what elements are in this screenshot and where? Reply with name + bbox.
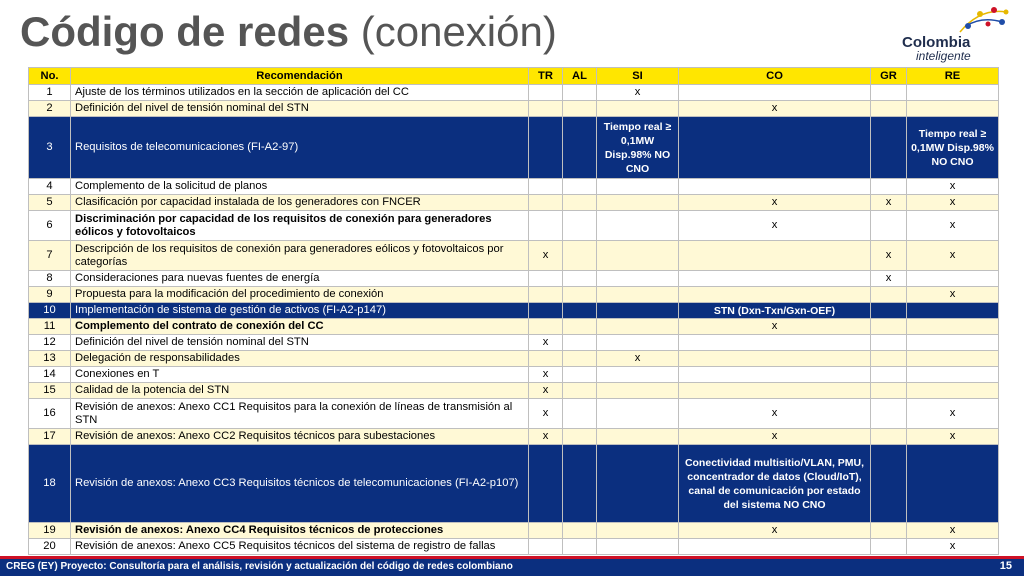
cell-si: [597, 399, 679, 429]
cell-re: [907, 271, 999, 287]
row-number: 1: [29, 85, 71, 101]
table-row: [29, 287, 999, 303]
cell-al: [563, 383, 597, 399]
cell-tr: x: [529, 367, 563, 383]
cell-gr: [871, 351, 907, 367]
row-number: 12: [29, 335, 71, 351]
cell-re: x: [907, 399, 999, 429]
row-number: 6: [29, 211, 71, 241]
cell-tr: x: [529, 399, 563, 429]
cell-re: [907, 383, 999, 399]
cell-si: [597, 383, 679, 399]
col-header-rec: Recomendación: [71, 68, 529, 85]
cell-si: [597, 429, 679, 445]
title-light: (conexión): [360, 8, 557, 55]
cell-si: [597, 523, 679, 539]
cell-gr: [871, 211, 907, 241]
cell-re: x: [907, 523, 999, 539]
table-row: [29, 303, 999, 319]
cell-si: [597, 539, 679, 555]
cell-si: [597, 241, 679, 271]
cell-gr: [871, 335, 907, 351]
table-row: [29, 319, 999, 335]
col-header-co: CO: [679, 68, 871, 85]
cell-co: x: [679, 101, 871, 117]
cell-co: STN (Dxn-Txn/Gxn-OEF): [679, 303, 871, 319]
cell-tr: [529, 211, 563, 241]
table-row: [29, 179, 999, 195]
title-bold: Código de redes: [20, 8, 350, 55]
cell-si: [597, 195, 679, 211]
cell-si: [597, 101, 679, 117]
cell-gr: [871, 319, 907, 335]
recommendation-cell: Revisión de anexos: Anexo CC4 Requisitos técnicos de protecciones: [71, 523, 529, 539]
row-number: 15: [29, 383, 71, 399]
table-row: [29, 117, 999, 179]
cell-al: [563, 539, 597, 555]
row-number: 20: [29, 539, 71, 555]
cell-gr: [871, 399, 907, 429]
cell-tr: x: [529, 383, 563, 399]
recommendation-cell: Conexiones en T: [71, 367, 529, 383]
cell-gr: [871, 117, 907, 179]
cell-tr: [529, 319, 563, 335]
cell-tr: [529, 271, 563, 287]
recommendation-cell: Consideraciones para nuevas fuentes de energía: [71, 271, 529, 287]
cell-re: Tiempo real ≥ 0,1MW Disp.98% NO CNO: [907, 117, 999, 179]
table-row: [29, 241, 999, 271]
col-header-no: No.: [29, 68, 71, 85]
cell-al: [563, 335, 597, 351]
cell-gr: [871, 85, 907, 101]
table-header-row: [29, 68, 999, 85]
cell-re: x: [907, 195, 999, 211]
cell-si: [597, 211, 679, 241]
cell-co: [679, 351, 871, 367]
row-number: 9: [29, 287, 71, 303]
row-number: 10: [29, 303, 71, 319]
cell-re: x: [907, 539, 999, 555]
cell-si: x: [597, 351, 679, 367]
cell-al: [563, 101, 597, 117]
cell-al: [563, 399, 597, 429]
recommendation-cell: Descripción de los requisitos de conexión para generadores eólicos y fotovoltaicos por categorías: [71, 241, 529, 271]
recommendations-table: [28, 67, 999, 555]
cell-re: [907, 85, 999, 101]
row-number: 19: [29, 523, 71, 539]
cell-si: [597, 367, 679, 383]
cell-al: [563, 179, 597, 195]
cell-co: x: [679, 319, 871, 335]
cell-gr: [871, 287, 907, 303]
cell-re: x: [907, 241, 999, 271]
cell-re: [907, 367, 999, 383]
cell-co: [679, 117, 871, 179]
cell-re: x: [907, 211, 999, 241]
row-number: 3: [29, 117, 71, 179]
logo-line2: inteligente: [916, 49, 971, 63]
cell-co: [679, 367, 871, 383]
col-header-si: SI: [597, 68, 679, 85]
recommendation-cell: Propuesta para la modificación del procedimiento de conexión: [71, 287, 529, 303]
recommendation-cell: Definición del nivel de tensión nominal del STN: [71, 101, 529, 117]
cell-co: [679, 179, 871, 195]
cell-al: [563, 319, 597, 335]
table-row: [29, 539, 999, 555]
cell-gr: [871, 179, 907, 195]
cell-tr: [529, 523, 563, 539]
cell-co: [679, 539, 871, 555]
table-row: [29, 399, 999, 429]
cell-al: [563, 211, 597, 241]
cell-gr: x: [871, 195, 907, 211]
cell-co: x: [679, 399, 871, 429]
cell-al: [563, 271, 597, 287]
row-number: 14: [29, 367, 71, 383]
cell-re: x: [907, 287, 999, 303]
recommendation-cell: Clasificación por capacidad instalada de los generadores con FNCER: [71, 195, 529, 211]
recommendation-cell: Delegación de responsabilidades: [71, 351, 529, 367]
table-row: [29, 211, 999, 241]
cell-gr: x: [871, 271, 907, 287]
recommendation-cell: Revisión de anexos: Anexo CC2 Requisitos técnicos para subestaciones: [71, 429, 529, 445]
cell-gr: [871, 539, 907, 555]
row-number: 11: [29, 319, 71, 335]
row-number: 13: [29, 351, 71, 367]
row-number: 16: [29, 399, 71, 429]
cell-gr: [871, 445, 907, 523]
network-dots-icon: [950, 4, 1010, 36]
cell-al: [563, 241, 597, 271]
row-number: 4: [29, 179, 71, 195]
recommendation-cell: Implementación de sistema de gestión de activos (FI-A2-p147): [71, 303, 529, 319]
cell-si: [597, 287, 679, 303]
recommendation-cell: Complemento de la solicitud de planos: [71, 179, 529, 195]
cell-tr: [529, 195, 563, 211]
cell-co: Conectividad multisitio/VLAN, PMU, concentrador de datos (Cloud/IoT), canal de comunicación por estado del sistema NO CNO: [679, 445, 871, 523]
recommendation-cell: Complemento del contrato de conexión del CC: [71, 319, 529, 335]
table-row: [29, 101, 999, 117]
cell-co: [679, 85, 871, 101]
table-row: [29, 335, 999, 351]
recommendation-cell: Definición del nivel de tensión nominal del STN: [71, 335, 529, 351]
cell-al: [563, 117, 597, 179]
cell-re: [907, 319, 999, 335]
cell-gr: [871, 429, 907, 445]
cell-si: [597, 179, 679, 195]
table-row: [29, 383, 999, 399]
col-header-re: RE: [907, 68, 999, 85]
cell-gr: [871, 367, 907, 383]
cell-gr: [871, 383, 907, 399]
recommendation-cell: Requisitos de telecomunicaciones (FI-A2-97): [71, 117, 529, 179]
recommendation-cell: Ajuste de los términos utilizados en la sección de aplicación del CC: [71, 85, 529, 101]
recommendation-cell: Calidad de la potencia del STN: [71, 383, 529, 399]
cell-si: [597, 335, 679, 351]
cell-co: x: [679, 429, 871, 445]
cell-al: [563, 303, 597, 319]
footer-bar: [0, 559, 1024, 576]
cell-tr: [529, 539, 563, 555]
row-number: 5: [29, 195, 71, 211]
table-row: [29, 85, 999, 101]
cell-si: Tiempo real ≥ 0,1MW Disp.98% NO CNO: [597, 117, 679, 179]
table-row: [29, 429, 999, 445]
table-row: [29, 367, 999, 383]
cell-al: [563, 195, 597, 211]
colombia-inteligente-logo: [900, 4, 1010, 64]
cell-al: [563, 523, 597, 539]
cell-si: x: [597, 85, 679, 101]
cell-si: [597, 271, 679, 287]
cell-al: [563, 351, 597, 367]
cell-tr: [529, 117, 563, 179]
recommendation-cell: Discriminación por capacidad de los requisitos de conexión para generadores eólicos y fotovoltaicos: [71, 211, 529, 241]
row-number: 7: [29, 241, 71, 271]
cell-re: [907, 351, 999, 367]
cell-co: [679, 335, 871, 351]
cell-tr: [529, 351, 563, 367]
cell-tr: x: [529, 241, 563, 271]
cell-co: x: [679, 211, 871, 241]
cell-al: [563, 429, 597, 445]
col-header-tr: TR: [529, 68, 563, 85]
cell-tr: [529, 445, 563, 523]
footer-text: CREG (EY) Proyecto: Consultoría para el análisis, revisión y actualización del código de redes colombiano: [6, 561, 513, 572]
cell-tr: x: [529, 429, 563, 445]
recommendation-cell: Revisión de anexos: Anexo CC5 Requisitos técnicos del sistema de registro de fallas: [71, 539, 529, 555]
cell-co: [679, 271, 871, 287]
table-row: [29, 351, 999, 367]
table-row: [29, 445, 999, 523]
cell-tr: [529, 179, 563, 195]
cell-co: x: [679, 523, 871, 539]
cell-si: [597, 445, 679, 523]
cell-re: [907, 101, 999, 117]
cell-si: [597, 303, 679, 319]
cell-co: [679, 383, 871, 399]
cell-al: [563, 287, 597, 303]
col-header-gr: GR: [871, 68, 907, 85]
cell-re: x: [907, 429, 999, 445]
cell-gr: [871, 101, 907, 117]
cell-tr: [529, 101, 563, 117]
table-row: [29, 523, 999, 539]
cell-co: [679, 287, 871, 303]
cell-gr: [871, 303, 907, 319]
cell-al: [563, 367, 597, 383]
table-row: [29, 271, 999, 287]
recommendation-cell: Revisión de anexos: Anexo CC3 Requisitos técnicos de telecomunicaciones (FI-A2-p107): [71, 445, 529, 523]
cell-al: [563, 85, 597, 101]
cell-re: x: [907, 179, 999, 195]
page-number: 15: [999, 560, 1012, 572]
cell-tr: x: [529, 335, 563, 351]
cell-si: [597, 319, 679, 335]
cell-re: [907, 303, 999, 319]
row-number: 18: [29, 445, 71, 523]
recommendation-cell: Revisión de anexos: Anexo CC1 Requisitos para la conexión de líneas de transmisión al STN: [71, 399, 529, 429]
cell-re: [907, 445, 999, 523]
cell-gr: [871, 523, 907, 539]
cell-tr: [529, 85, 563, 101]
cell-tr: [529, 287, 563, 303]
row-number: 17: [29, 429, 71, 445]
col-header-al: AL: [563, 68, 597, 85]
row-number: 2: [29, 101, 71, 117]
page-title: [20, 8, 557, 56]
cell-tr: [529, 303, 563, 319]
cell-co: x: [679, 195, 871, 211]
cell-re: [907, 335, 999, 351]
cell-co: [679, 241, 871, 271]
row-number: 8: [29, 271, 71, 287]
cell-al: [563, 445, 597, 523]
logo-line1: Colombia: [902, 34, 971, 51]
table-row: [29, 195, 999, 211]
cell-gr: x: [871, 241, 907, 271]
